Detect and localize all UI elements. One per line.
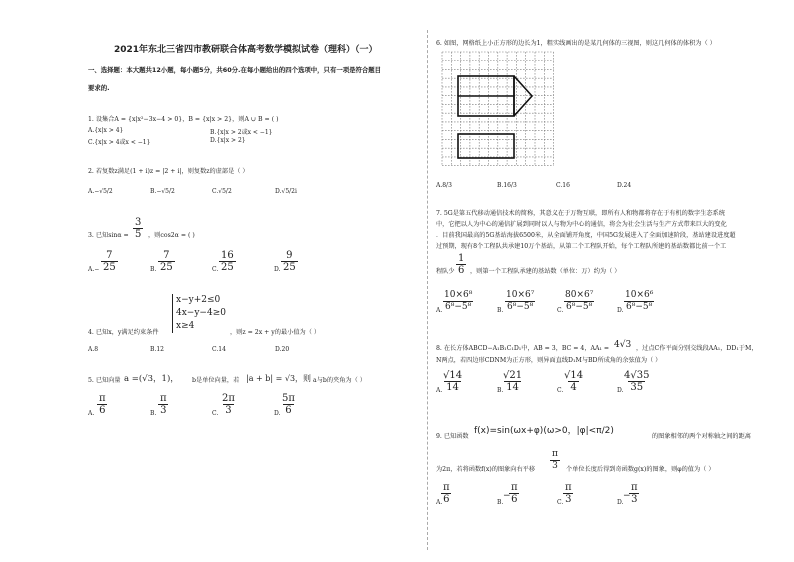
q4-constraint-2: 4x−y−4≥0 (176, 308, 226, 318)
q9-option-b-label[interactable]: B. (497, 499, 504, 506)
q7-fraction: $\frac{1}{6}$ (458, 253, 465, 276)
q1-option-b[interactable]: B.{x|x > 2或x < −1} (210, 129, 273, 136)
q8-option-a[interactable]: $\frac{√14}{14}$ (443, 370, 463, 393)
q7-line-4: 过预期，现有8个工程队共承建10万个基站，从第二个工程队开始，每个工程队所建的基站数都比前一个工 (436, 243, 727, 250)
q6-option-d[interactable]: D.24 (617, 182, 632, 189)
q9-option-b-sign: − (503, 491, 511, 501)
q8-option-d-label[interactable]: D. (617, 387, 624, 394)
q1-option-c[interactable]: C.{x|x > 4或x < −1} (88, 139, 151, 146)
q5-option-d[interactable]: $\frac{5\pi}{6}$ (282, 393, 295, 416)
q2-option-d[interactable]: D.√5/2i (275, 188, 297, 195)
q8-value: 4√3 (614, 340, 632, 350)
q7-option-a[interactable]: $\frac{\text{10×6⁸}}{\text{6⁸−5⁸}}$ (444, 290, 473, 312)
q4-stem: 4. 已知x，y满足约束条件 (88, 329, 159, 336)
q8-line-1: 8. 在长方体ABCD−A₁B₁C₁D₁中，AB = 3，BC = 4，AA₁ = (436, 345, 610, 352)
q4-option-d[interactable]: D.20 (275, 346, 290, 353)
q9-option-a[interactable]: $\frac{\pi}{6}$ (443, 482, 450, 505)
q4-constraint-system (172, 294, 226, 333)
q9-option-d[interactable]: $\frac{\pi}{3}$ (631, 482, 638, 505)
q9-post: 的图象相邻的两个对称轴之间的距离 (652, 433, 751, 440)
q7-option-b-label[interactable]: B. (497, 307, 504, 314)
q8-option-b[interactable]: $\frac{√21}{14}$ (503, 370, 523, 393)
q9-option-a-label[interactable]: A. (436, 499, 443, 506)
q3-stem-pre: 3. 已知sinα = (88, 232, 129, 239)
q5-vector-a: a =(√3，1)， (124, 374, 179, 384)
q3-given-fraction: $\frac{3}{5}$ (135, 217, 142, 240)
section-heading-cont: 要求的. (88, 84, 110, 92)
q2-option-c[interactable]: C.√5/2 (212, 188, 232, 195)
q7-option-c[interactable]: $\frac{\text{80×6⁷}}{\text{6⁸−5⁸}}$ (565, 290, 594, 312)
q7-option-a-label[interactable]: A. (436, 307, 443, 314)
q7-line-3: ．目前我国最高的5G基站海拔6500米，从全面铺开角度，中国5G发展进入了全面加速阶段，基站建设进度超 (436, 232, 736, 239)
q8-option-c-label[interactable]: C. (557, 387, 564, 394)
q8-line-2: N两点，若四边形CDNM为正方形，则异面直线D₁M与BD所成角的余弦值为（ ） (436, 357, 662, 364)
q4-constraint-3: x≥4 (176, 321, 195, 331)
q7-option-d-label[interactable]: D. (617, 307, 624, 314)
q9-line-2-post: 个单位长度后得到奇函数g(x)的图象，则φ的值为（ ） (566, 466, 715, 473)
q5-magnitude: |a + b| = √3，则 (246, 374, 312, 383)
q3-option-d-label[interactable]: D. (274, 266, 281, 273)
q9-line-2-pre: 为2π，若将函数f(x)的图象向右平移 (436, 466, 536, 473)
q5-option-c-label[interactable]: C. (212, 410, 219, 417)
q4-objective: ，则z = 2x + y的最小值为（ ） (230, 329, 321, 336)
q2-option-a[interactable]: A.−√5/2 (88, 188, 113, 195)
column-divider (427, 30, 428, 550)
q1-option-d[interactable]: D.{x|x > 2} (210, 137, 246, 144)
section-heading: 一、选择题：本大题共12小题，每小题5分，共60分.在每小题给出的四个选项中，只有一项是符合题目 (88, 66, 382, 74)
q9-pre: 9. 已知函数 (436, 433, 469, 440)
q6-stem: 6. 如图，网格纸上小正方形的边长为1，粗实线画出的是某几何体的三视图，则这几何体的体积为（ ） (436, 40, 716, 47)
q2-option-b[interactable]: B.−√5/2 (150, 188, 175, 195)
q9-option-c[interactable]: $\frac{\pi}{3}$ (565, 482, 572, 505)
q5-option-a-label[interactable]: A. (88, 410, 95, 417)
q5-stem-a: 5. 已知向量 (88, 377, 121, 384)
q7-line-2: 中，它把以人为中心的通信扩展到同时以人与物为中心的通信，将会为社会生活与生产方式带来巨大的变化 (436, 221, 727, 228)
q9-function: f(x)=sin(ωx+φ)(ω>0，|φ|<π/2) (474, 426, 614, 436)
q3-option-c-label[interactable]: C. (212, 266, 219, 273)
q3-option-b-label[interactable]: B. (150, 266, 157, 273)
q3-stem-post: ，则cos2α = ( ) (148, 232, 195, 239)
q5-option-b[interactable]: $\frac{\pi}{3}$ (160, 393, 167, 416)
q7-option-d[interactable]: $\frac{\text{10×6⁶}}{\text{6⁸−5⁸}}$ (625, 290, 654, 312)
q9-option-d-sign: − (623, 491, 631, 501)
q4-constraint-1: x−y+2≤0 (176, 295, 221, 305)
q4-option-b[interactable]: B.12 (150, 346, 164, 353)
q5-option-d-label[interactable]: D. (274, 410, 281, 417)
q9-shift-fraction: $\frac{\pi}{3}$ (552, 449, 558, 471)
q1-option-a[interactable]: A.{x|x > 4} (88, 127, 124, 134)
q3-option-b[interactable]: $\frac{7}{25}$ (160, 250, 173, 273)
q7-option-c-label[interactable]: C. (557, 307, 564, 314)
q8-line-1-post: ，过点C作平面分别交线段AA₁，DD₁于M， (636, 345, 758, 352)
q9-option-d-label[interactable]: D. (617, 499, 624, 506)
q8-option-d[interactable]: $\frac{4√35}{35}$ (624, 370, 650, 393)
q3-option-d[interactable]: $\frac{9}{25}$ (283, 250, 296, 273)
q4-option-a[interactable]: A.8 (88, 346, 99, 353)
q7-option-b[interactable]: $\frac{\text{10×6⁷}}{\text{6⁸−5⁸}}$ (506, 290, 535, 312)
q4-option-c[interactable]: C.14 (212, 346, 226, 353)
q2-stem: 2. 若复数z满足(1 + i)z = |2 + i|，则复数z的虚部是（ ） (88, 168, 249, 175)
q7-line-1: 7. 5G是第五代移动通信技术的简称，其意义在于万物互联，即所有人和物都将存在于有机的数字生态系统 (436, 210, 725, 217)
q7-line-5-pre: 程队少 (436, 268, 455, 275)
q3-option-a[interactable]: $\frac{7}{25}$ (103, 250, 116, 273)
q5-tail: a与b的夹角为（ ） (313, 377, 366, 384)
q5-vector-b: b是单位向量，若 (192, 377, 240, 384)
q6-option-a[interactable]: A.8/3 (436, 182, 452, 189)
q5-option-a[interactable]: $\frac{\pi}{6}$ (99, 393, 106, 416)
q3-option-c[interactable]: $\frac{16}{25}$ (221, 250, 234, 273)
q5-option-b-label[interactable]: B. (150, 410, 157, 417)
q5-option-c[interactable]: $\frac{2\pi}{3}$ (222, 393, 235, 416)
q9-option-c-label[interactable]: C. (557, 499, 564, 506)
three-view-diagram (440, 50, 554, 174)
q8-option-c[interactable]: $\frac{√14}{4}$ (564, 370, 584, 393)
q8-option-a-label[interactable]: A. (436, 387, 443, 394)
q9-option-b[interactable]: $\frac{\pi}{6}$ (511, 482, 518, 505)
q6-option-b[interactable]: B.16/3 (497, 182, 517, 189)
page-title: 2021年东北三省四市教研联合体高考数学模拟试卷（理科）（一） (114, 45, 378, 55)
q7-line-5-post: ，则第一个工程队承建的基站数（单位：万）约为（ ） (470, 268, 621, 275)
q8-option-b-label[interactable]: B. (497, 387, 504, 394)
q1-stem: 1. 设集合A = {x|x²−3x−4 > 0}，B = {x|x > 2}，则A ∪ B = ( ) (88, 116, 279, 123)
q3-option-a-label[interactable]: A.− (88, 266, 100, 273)
q6-option-c[interactable]: C.16 (556, 182, 570, 189)
